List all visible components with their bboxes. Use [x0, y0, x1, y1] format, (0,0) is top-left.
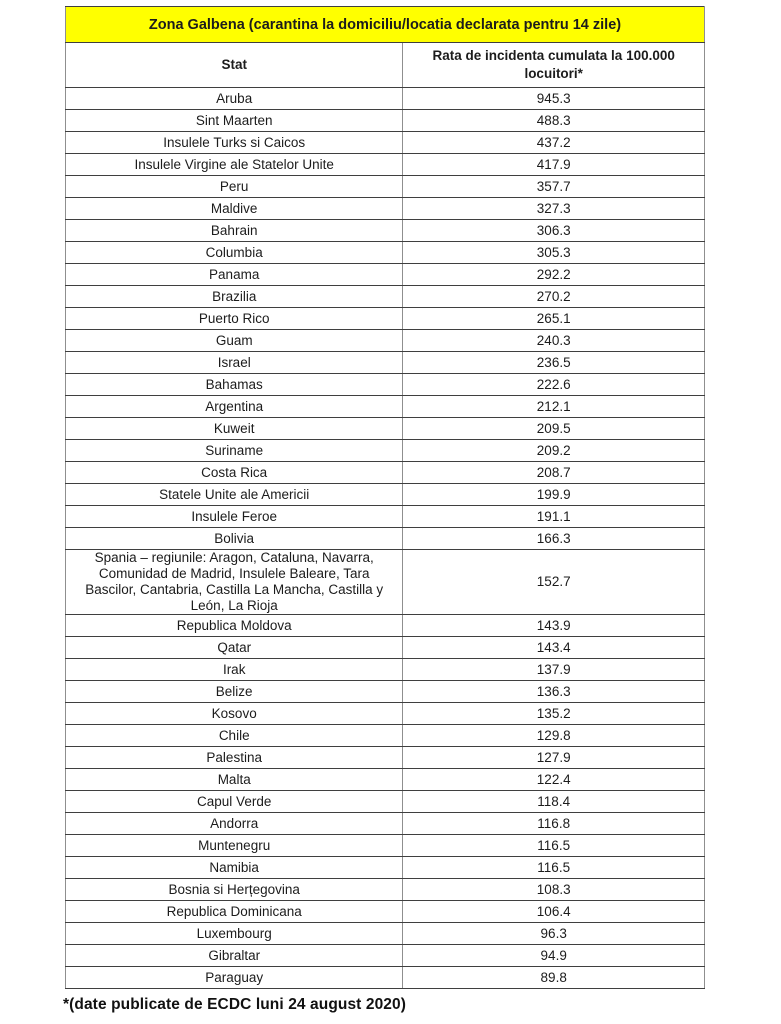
- stat-cell: Insulele Turks si Caicos: [66, 132, 403, 154]
- rate-cell: 118.4: [403, 791, 705, 813]
- stat-cell: Bolivia: [66, 528, 403, 550]
- rate-cell: 129.8: [403, 725, 705, 747]
- stat-cell: Bahamas: [66, 374, 403, 396]
- stat-cell: Namibia: [66, 857, 403, 879]
- table-row: [66, 681, 705, 703]
- stat-cell: Republica Moldova: [66, 615, 403, 637]
- column-header-stat: Stat: [66, 43, 403, 88]
- table-row: [66, 418, 705, 440]
- footnote: *(date publicate de ECDC luni 24 august 2020): [63, 996, 406, 1013]
- table-row: [66, 198, 705, 220]
- table-row: [66, 945, 705, 967]
- stat-cell: Columbia: [66, 242, 403, 264]
- table-row: [66, 813, 705, 835]
- table-row: [66, 725, 705, 747]
- table-row: [66, 923, 705, 945]
- table-row: [66, 703, 705, 725]
- stat-cell: Insulele Feroe: [66, 506, 403, 528]
- table-row: [66, 374, 705, 396]
- table-row: [66, 615, 705, 637]
- rate-cell: 222.6: [403, 374, 705, 396]
- stat-cell: Kuweit: [66, 418, 403, 440]
- stat-cell: Andorra: [66, 813, 403, 835]
- stat-cell: Bahrain: [66, 220, 403, 242]
- stat-cell: Paraguay: [66, 967, 403, 989]
- stat-cell: Costa Rica: [66, 462, 403, 484]
- rate-cell: 209.5: [403, 418, 705, 440]
- stat-cell: Muntenegru: [66, 835, 403, 857]
- table-row: [66, 396, 705, 418]
- rate-cell: 306.3: [403, 220, 705, 242]
- rate-cell: 265.1: [403, 308, 705, 330]
- table-row: [66, 857, 705, 879]
- table-row: [66, 330, 705, 352]
- stat-cell: Spania – regiunile: Aragon, Cataluna, Navarra, Comunidad de Madrid, Insulele Baleare, Tara Bascilor, Cantabria, Castilla La Mancha, Castilla y León, La Rioja: [66, 550, 403, 615]
- rate-cell: 488.3: [403, 110, 705, 132]
- stat-cell: Sint Maarten: [66, 110, 403, 132]
- stat-cell: Palestina: [66, 747, 403, 769]
- table-row: [66, 637, 705, 659]
- rate-cell: 96.3: [403, 923, 705, 945]
- column-header-row: [66, 43, 705, 88]
- rate-cell: 137.9: [403, 659, 705, 681]
- table-row: [66, 747, 705, 769]
- rate-cell: 945.3: [403, 88, 705, 110]
- rate-cell: 199.9: [403, 484, 705, 506]
- table-head: [66, 7, 705, 88]
- rate-cell: 135.2: [403, 703, 705, 725]
- stat-cell: Guam: [66, 330, 403, 352]
- table-row: [66, 440, 705, 462]
- table-row: [66, 220, 705, 242]
- table-row: [66, 176, 705, 198]
- table-row: [66, 879, 705, 901]
- rate-cell: 212.1: [403, 396, 705, 418]
- rate-cell: 166.3: [403, 528, 705, 550]
- table-row: [66, 901, 705, 923]
- rate-cell: 152.7: [403, 550, 705, 615]
- rate-cell: 108.3: [403, 879, 705, 901]
- rate-cell: 292.2: [403, 264, 705, 286]
- table-row: [66, 88, 705, 110]
- rate-cell: 116.8: [403, 813, 705, 835]
- stat-cell: Brazilia: [66, 286, 403, 308]
- stat-cell: Belize: [66, 681, 403, 703]
- stat-cell: Peru: [66, 176, 403, 198]
- table-row: [66, 550, 705, 615]
- rate-cell: 94.9: [403, 945, 705, 967]
- stat-cell: Panama: [66, 264, 403, 286]
- table-row: [66, 352, 705, 374]
- rate-cell: 208.7: [403, 462, 705, 484]
- table-row: [66, 528, 705, 550]
- rate-cell: 240.3: [403, 330, 705, 352]
- yellow-zone-table: [65, 6, 705, 989]
- stat-cell: Luxembourg: [66, 923, 403, 945]
- table-row: [66, 110, 705, 132]
- table-row: [66, 286, 705, 308]
- stat-cell: Chile: [66, 725, 403, 747]
- rate-cell: 191.1: [403, 506, 705, 528]
- rate-cell: 209.2: [403, 440, 705, 462]
- column-header-rate: Rata de incidenta cumulata la 100.000 locuitori*: [403, 43, 705, 88]
- table-row: [66, 835, 705, 857]
- stat-cell: Maldive: [66, 198, 403, 220]
- stat-cell: Argentina: [66, 396, 403, 418]
- stat-cell: Insulele Virgine ale Statelor Unite: [66, 154, 403, 176]
- table-row: [66, 308, 705, 330]
- rate-cell: 270.2: [403, 286, 705, 308]
- rate-cell: 127.9: [403, 747, 705, 769]
- table-row: [66, 769, 705, 791]
- rate-cell: 116.5: [403, 835, 705, 857]
- stat-cell: Puerto Rico: [66, 308, 403, 330]
- stat-cell: Kosovo: [66, 703, 403, 725]
- table-row: [66, 154, 705, 176]
- stat-cell: Suriname: [66, 440, 403, 462]
- table-row: [66, 264, 705, 286]
- stat-cell: Israel: [66, 352, 403, 374]
- stat-cell: Capul Verde: [66, 791, 403, 813]
- rate-cell: 143.9: [403, 615, 705, 637]
- rate-cell: 357.7: [403, 176, 705, 198]
- stat-cell: Bosnia si Herțegovina: [66, 879, 403, 901]
- rate-cell: 437.2: [403, 132, 705, 154]
- rate-cell: 417.9: [403, 154, 705, 176]
- title-row: [66, 7, 705, 43]
- rate-cell: 106.4: [403, 901, 705, 923]
- stat-cell: Republica Dominicana: [66, 901, 403, 923]
- rate-cell: 122.4: [403, 769, 705, 791]
- table-row: [66, 659, 705, 681]
- stat-cell: Aruba: [66, 88, 403, 110]
- stat-cell: Qatar: [66, 637, 403, 659]
- table-title: Zona Galbena (carantina la domiciliu/locatia declarata pentru 14 zile): [66, 7, 705, 43]
- table-row: [66, 462, 705, 484]
- stat-cell: Irak: [66, 659, 403, 681]
- table-row: [66, 132, 705, 154]
- table-row: [66, 242, 705, 264]
- table-row: [66, 967, 705, 989]
- table-row: [66, 506, 705, 528]
- stat-cell: Statele Unite ale Americii: [66, 484, 403, 506]
- table-body: [66, 88, 705, 989]
- rate-cell: 136.3: [403, 681, 705, 703]
- rate-cell: 327.3: [403, 198, 705, 220]
- stat-cell: Malta: [66, 769, 403, 791]
- rate-cell: 305.3: [403, 242, 705, 264]
- table-row: [66, 791, 705, 813]
- rate-cell: 89.8: [403, 967, 705, 989]
- rate-cell: 143.4: [403, 637, 705, 659]
- stat-cell: Gibraltar: [66, 945, 403, 967]
- rate-cell: 116.5: [403, 857, 705, 879]
- table-row: [66, 484, 705, 506]
- rate-cell: 236.5: [403, 352, 705, 374]
